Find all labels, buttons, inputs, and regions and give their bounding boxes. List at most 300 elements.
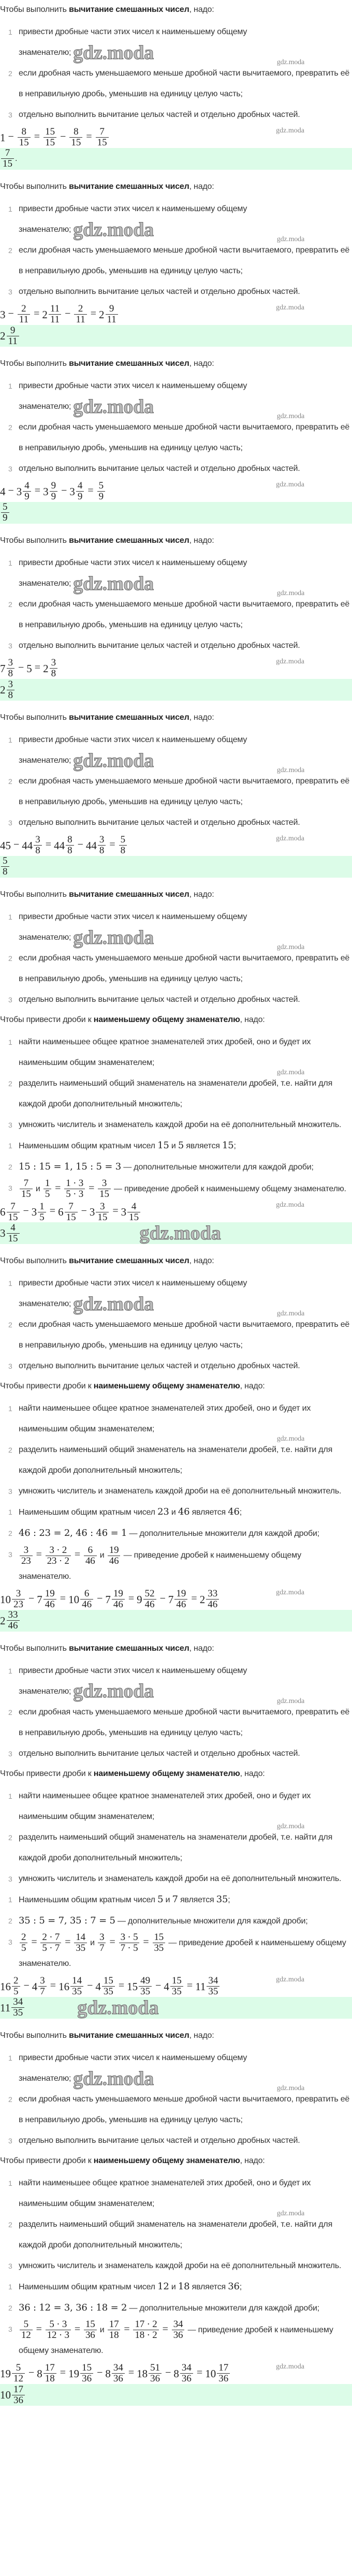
subtraction-rules-item [0, 812, 352, 833]
math-operator: = [45, 839, 52, 850]
step-text: если дробная часть уменьшаемого меньше дробной части вычитаемого, превратить её в неправильную дробь, уменьшив на единицу целую часть; [19, 954, 350, 983]
lcd-solution-steps [0, 1135, 352, 1200]
fraction-numerator: 8 [18, 127, 31, 138]
fraction [70, 1976, 83, 1997]
fraction [80, 1589, 93, 1610]
fraction-denominator: 35 [154, 1942, 164, 1953]
fraction-denominator: 35 [208, 1986, 218, 1997]
step-text: привести дробные части этих чисел к наименьшему общему знаменателю; [19, 558, 247, 588]
step-number: 1 [8, 205, 12, 213]
fraction-denominator: 23 · 2 [47, 1555, 69, 1566]
step-number: 3 [8, 2261, 12, 2270]
fraction-numerator: 19 [174, 1589, 187, 1600]
subtraction-rules-intro-bold: вычитание смешанных чисел [69, 890, 189, 899]
solution-section [0, 1251, 352, 1638]
subtraction-rules-intro-suffix: , надо: [189, 182, 214, 191]
fraction-denominator: 18 · 2 [135, 2330, 157, 2341]
watermark-logo: gdz.moda [276, 835, 304, 842]
step-number: 2 [8, 2095, 12, 2104]
fraction-numerator: 49 [139, 1976, 152, 1987]
lcd-rules-item [0, 1069, 352, 1115]
lcd-rules-intro-bold: наименьшему общему знаменателю [93, 1382, 240, 1391]
step-text: умножить числитель и знаменатель каждой дроби на её дополнительный множитель. [19, 1487, 342, 1496]
solution-section [0, 0, 352, 177]
lcd-rules-item [0, 1481, 352, 1502]
fraction-denominator: 5 · 7 [42, 1942, 60, 1953]
fraction-numerator: 1 [38, 1202, 46, 1212]
subtraction-rules-intro [0, 1639, 352, 1661]
answer-box [0, 2384, 352, 2406]
step-number: 1 [8, 382, 12, 390]
step-text: привести дробные части этих чисел к наименьшему общему знаменателю; [19, 381, 247, 411]
fraction-denominator: 46 [8, 1620, 18, 1632]
math-operator: − [97, 1592, 103, 1604]
fraction-numerator: 3 [34, 835, 42, 846]
solution-step [0, 2319, 352, 2361]
fraction [139, 1976, 152, 1997]
step-number: 3 [8, 1487, 12, 1496]
whole-part: 4 [0, 485, 6, 498]
math-operator: − [8, 131, 14, 142]
fraction-numerator: 2 [74, 304, 86, 315]
step-text: привести дробные части этих чисел к наименьшему общему знаменателю; [19, 1666, 247, 1696]
watermark-logo: gdz.moda [276, 766, 304, 774]
subtraction-rules-item [0, 2048, 352, 2089]
step-text: если дробная часть уменьшаемого меньше дробной части вычитаемого, превратить её в неправильную дробь, уменьшив на единицу целую часть; [19, 600, 350, 629]
fraction-numerator: 34 [207, 1976, 219, 1987]
lcd-rules-intro-bold: наименьшему общему знаменателю [93, 1015, 240, 1024]
math-operator: = [49, 1205, 56, 1217]
whole-part: 7 [37, 1593, 42, 1606]
lcd-solution-steps [0, 1502, 352, 1587]
step-number: 2 [8, 2220, 12, 2229]
step-text: и [97, 1551, 107, 1560]
step-text: если дробная часть уменьшаемого меньше дробной части вычитаемого, превратить её в неправильную дробь, уменьшив на единицу целую часть; [19, 423, 350, 452]
lcd-rules-intro-bold: наименьшему общему знаменателю [93, 1769, 240, 1778]
subtraction-rules-list [0, 1661, 352, 1764]
subtraction-rules-list [0, 1273, 352, 1376]
fraction-denominator: 11 [76, 314, 85, 325]
math-expression: 18 [178, 2281, 190, 2292]
fraction-denominator: 46 [144, 1598, 155, 1610]
step-text: привести дробные части этих чисел к наименьшему общему знаменателю; [19, 2053, 247, 2083]
subtraction-rules-list [0, 199, 352, 302]
math-operator: − [165, 2367, 171, 2379]
step-text: отдельно выполнить вычитание целых частей и отдельно дробных частей. [19, 2136, 300, 2145]
step-number: 2 [8, 2303, 12, 2312]
subtraction-rules-intro [0, 354, 352, 376]
step-text: если дробная часть уменьшаемого меньше дробной части вычитаемого, превратить её в неправильную дробь, уменьшив на единицу целую часть; [19, 777, 350, 806]
fraction [49, 304, 61, 325]
math-operator: = [74, 2323, 80, 2335]
lcd-rules-intro-prefix: Чтобы привести дроби к [0, 1382, 94, 1391]
solution-step [0, 1502, 352, 1523]
fraction-numerator: 2 [18, 304, 30, 315]
fraction-numerator: 1 · 3 [64, 1178, 85, 1189]
fraction [12, 1589, 25, 1610]
solution-section [0, 708, 352, 885]
step-number: 3 [8, 996, 12, 1004]
subtraction-rules-item [0, 989, 352, 1010]
step-text: — приведение дробей к наименьшему общему знаменателю. [111, 1185, 346, 1193]
math-operator: = [34, 308, 40, 319]
fraction-numerator: 19 [112, 1589, 125, 1600]
step-text: и [169, 2282, 178, 2291]
step-number: 3 [8, 1749, 12, 1758]
step-number: 2 [8, 1446, 12, 1455]
solution-section [0, 354, 352, 531]
watermark-logo: gdz.moda [73, 218, 154, 241]
fraction [84, 1545, 97, 1566]
fraction [84, 2319, 97, 2341]
fraction [143, 1589, 156, 1610]
math-operator: = [36, 2323, 42, 2335]
fraction [18, 127, 31, 148]
subtraction-rules-item [0, 235, 352, 282]
subtraction-rules-intro [0, 1251, 352, 1273]
step-text: отдельно выполнить вычитание целых частей и отдельно дробных частей. [19, 287, 300, 296]
fraction-denominator: 35 [171, 1986, 182, 1997]
math-operator: − [81, 1205, 87, 1217]
fraction-numerator: 4 [127, 1202, 140, 1212]
fraction-denominator: 15 [45, 137, 55, 148]
math-expression: 36 : 12 = 3, 36 : 18 = 2 [19, 2302, 127, 2313]
step-number: 3 [8, 1874, 12, 1883]
fraction-numerator: 3 · 2 [46, 1545, 71, 1556]
whole-part: 2 [0, 1614, 6, 1627]
subtraction-rules-item [0, 1661, 352, 1702]
step-text: если дробная часть уменьшаемого меньше дробной части вычитаемого, превратить её в неправильную дробь, уменьшив на единицу целую часть; [19, 1707, 350, 1737]
math-operator: = [186, 1979, 193, 1991]
whole-part: 6 [0, 1206, 6, 1219]
fraction [1, 148, 14, 169]
fraction-denominator: 46 [109, 1555, 119, 1566]
solution-section [0, 2026, 352, 2413]
step-text: если дробная часть уменьшаемого меньше дробной части вычитаемого, превратить её в неправильную дробь, уменьшив на единицу целую часть; [19, 69, 350, 98]
fraction-denominator: 23 [21, 1555, 31, 1566]
fraction-numerator: 7 [1, 148, 14, 159]
fraction-denominator: 5 [45, 1189, 50, 1200]
watermark-logo: gdz.moda [276, 1697, 304, 1705]
fraction-numerator: 52 [143, 1589, 156, 1600]
fraction-denominator: 9 [77, 491, 83, 502]
whole-part: 4 [164, 1980, 169, 1993]
fraction [43, 127, 56, 148]
subtraction-rules-item [0, 105, 352, 125]
lcd-rules-item [0, 1032, 352, 1073]
step-text: найти наименьшее общее кратное знаменателей этих дробей, оно и будет их наименьшим общим знаменателем; [19, 1404, 311, 1434]
fraction [7, 325, 19, 347]
fraction-denominator: 36 [173, 2330, 183, 2341]
subtraction-rules-list [0, 730, 352, 833]
whole-part: 44 [22, 839, 33, 852]
subtraction-rules-intro-bold: вычитание смешанных чисел [69, 5, 189, 14]
watermark-logo: gdz.moda [276, 235, 304, 243]
fraction-numerator: 17 [43, 2363, 56, 2374]
whole-part: 2 [199, 1593, 206, 1606]
fraction-denominator: 35 [76, 1942, 85, 1953]
step-text: Наименьшим общим кратным чисел [19, 1142, 158, 1150]
fraction-numerator: 3 · 5 [119, 1932, 140, 1943]
fraction-numerator: 3 [20, 1545, 33, 1556]
step-number: 3 [8, 1121, 12, 1129]
fraction-denominator: 8 [8, 668, 13, 679]
step-number: 3 [8, 465, 12, 473]
fraction-denominator: 36 [150, 2373, 160, 2385]
fraction [112, 1589, 125, 1610]
step-text: и [169, 1142, 178, 1150]
fraction-denominator: 5 [13, 1986, 19, 1997]
solution-step [0, 1544, 352, 1587]
solution-step [0, 1135, 352, 1157]
whole-part: 15 [127, 1980, 138, 1993]
watermark-logo: gdz.moda [73, 41, 154, 64]
solution-step [0, 2276, 352, 2298]
math-operator: = [128, 2367, 135, 2379]
step-text: отдельно выполнить вычитание целых частей и отдельно дробных частей. [19, 995, 300, 1004]
fraction-numerator: 15 [84, 2319, 97, 2330]
subtraction-rules-intro-suffix: , надо: [189, 890, 214, 899]
lcd-rules-list [0, 1032, 352, 1135]
whole-part: 16 [0, 1980, 11, 1993]
fraction [206, 1589, 219, 1610]
math-operator: = [109, 839, 115, 850]
subtraction-rules-list [0, 2048, 352, 2151]
punctuation: . [15, 154, 18, 163]
fraction-denominator: 15 [71, 137, 81, 148]
whole-part: 10 [0, 2389, 11, 2402]
subtraction-rules-intro-prefix: Чтобы выполнить [0, 182, 69, 191]
fraction [108, 2319, 121, 2341]
step-text: отдельно выполнить вычитание целых частей и отдельно дробных частей. [19, 110, 300, 119]
math-operator: = [65, 1936, 71, 1948]
lcd-rules-intro [0, 2151, 352, 2173]
subtraction-rules-intro-prefix: Чтобы выполнить [0, 5, 69, 14]
math-operator: = [128, 1592, 135, 1604]
whole-part: 4 [95, 1980, 101, 1993]
fraction-numerator: 9 [106, 304, 118, 315]
lcd-rules-item [0, 1822, 352, 1869]
fraction [119, 835, 127, 856]
fraction-numerator: 34 [172, 2319, 185, 2330]
watermark-logo: gdz.moda [73, 1680, 154, 1702]
fraction-denominator: 8 [51, 668, 56, 679]
fraction-numerator: 3 [98, 1178, 111, 1189]
fraction-denominator: 35 [103, 1986, 113, 1997]
fraction-numerator: 8 [69, 127, 82, 138]
fraction-numerator: 5 [1, 502, 9, 513]
fraction [76, 481, 84, 502]
lcd-rules-intro [0, 1010, 352, 1032]
fraction [217, 2363, 230, 2384]
lcd-rules-intro-prefix: Чтобы привести дроби к [0, 2156, 94, 2165]
whole-part: 3 [16, 485, 22, 498]
watermark-logo: gdz.moda [276, 412, 304, 420]
fraction-numerator: 14 [70, 1976, 83, 1987]
whole-part: 11 [195, 1980, 206, 1993]
step-text: ; [233, 1142, 236, 1150]
math-operator: = [60, 1592, 66, 1604]
math-expression: 46 [228, 1506, 240, 1518]
whole-part: 45 [0, 839, 11, 852]
fraction-denominator: 36 [218, 2373, 229, 2385]
fraction-denominator: 35 [140, 1986, 151, 1997]
fraction [46, 2319, 71, 2341]
fraction-numerator: 15 [102, 1976, 115, 1987]
fraction-denominator: 15 [129, 1211, 139, 1223]
math-operator: − [8, 308, 14, 319]
subtraction-rules-list [0, 376, 352, 479]
subtraction-rules-item [0, 1743, 352, 1764]
watermark-logo: gdz.moda [73, 749, 154, 772]
fraction-denominator: 12 [21, 2330, 31, 2341]
watermark-logo: gdz.moda [276, 1069, 304, 1076]
math-operator: = [31, 1936, 37, 1948]
subtraction-rules-intro-bold: вычитание смешанных чисел [69, 536, 189, 545]
step-number: 1 [8, 1279, 12, 1288]
watermark-logo: gdz.moda [276, 304, 304, 312]
fraction-denominator: 15 [66, 1211, 76, 1223]
watermark-logo: gdz.moda [276, 1588, 304, 1596]
subtraction-rules-intro-suffix: , надо: [189, 536, 214, 545]
subtraction-rules-item [0, 282, 352, 302]
step-number: 1 [8, 559, 12, 567]
watermark-logo: gdz.moda [73, 572, 154, 595]
fraction-numerator: 7 [7, 1202, 20, 1212]
equation [0, 1974, 352, 1997]
step-number: 1 [8, 736, 12, 744]
solution-section [0, 1639, 352, 2026]
watermark-logo: gdz.moda [276, 589, 304, 597]
subtraction-rules-intro [0, 2026, 352, 2048]
fraction [43, 1589, 56, 1610]
fraction [40, 1932, 61, 1953]
math-operator: = [143, 1936, 149, 1948]
step-text: — дополнительные множители для каждой дроби; [115, 1916, 308, 1926]
fraction-numerator: 11 [49, 304, 61, 315]
fraction-denominator: 15 [21, 1189, 31, 1200]
subtraction-rules-intro-prefix: Чтобы выполнить [0, 359, 69, 368]
math-operator: = [86, 131, 92, 142]
math-operator: = [87, 485, 94, 496]
fraction [149, 2363, 162, 2384]
fraction-numerator: 2 [20, 1932, 27, 1943]
step-text: и [33, 1185, 42, 1193]
math-operator: − [23, 1205, 29, 1217]
fraction-numerator: 34 [11, 1997, 24, 2008]
lcd-rules-item [0, 2209, 352, 2256]
fraction [153, 1932, 166, 1953]
subtraction-rules-intro-bold: вычитание смешанных чисел [69, 2031, 189, 2040]
fraction-numerator: 5 [12, 2363, 25, 2374]
fraction-numerator: 3 [7, 679, 15, 690]
watermark-logo: gdz.moda [73, 2067, 154, 2090]
math-expression: 23 [157, 1506, 169, 1518]
whole-part: 3 [43, 485, 49, 498]
math-operator: = [55, 1182, 61, 1194]
whole-part: 2 [0, 684, 6, 696]
fraction [7, 1223, 20, 1244]
step-text: отдельно выполнить вычитание целых частей и отдельно дробных частей. [19, 1361, 300, 1371]
lcd-solution-steps [0, 2276, 352, 2361]
subtraction-rules-item [0, 458, 352, 479]
answer-box [0, 502, 352, 524]
subtraction-rules-intro-bold: вычитание смешанных чисел [69, 1644, 189, 1653]
watermark-logo: gdz.moda [276, 1310, 304, 1318]
fraction-denominator: 8 [120, 845, 126, 856]
fraction-denominator: 12 · 3 [47, 2330, 69, 2341]
step-number: 1 [8, 2179, 12, 2187]
lcd-rules-item [0, 1398, 352, 1440]
fraction-denominator: 7 · 5 [120, 1942, 138, 1953]
fraction [207, 1976, 219, 1997]
step-text: привести дробные части этих чисел к наименьшему общему знаменателю; [19, 1279, 247, 1309]
subtraction-rules-item [0, 2130, 352, 2151]
math-operator: − [159, 1592, 166, 1604]
whole-part: 10 [68, 1593, 80, 1606]
watermark-logo: gdz.moda [276, 658, 304, 665]
subtraction-rules-item [0, 1697, 352, 1743]
fraction-denominator: 9 [24, 491, 30, 502]
subtraction-rules-intro-prefix: Чтобы выполнить [0, 713, 69, 722]
whole-part: 3 [69, 485, 75, 498]
step-text: найти наименьшее общее кратное знаменателей этих дробей, оно и будет их наименьшим общим знаменателем; [19, 2178, 311, 2208]
math-operator: − [28, 2367, 35, 2379]
fraction [97, 481, 106, 502]
solution-step [0, 1932, 352, 1974]
fraction [133, 2319, 158, 2341]
whole-part: 3 [0, 308, 6, 321]
math-operator: = [50, 1979, 56, 1991]
step-number: 1 [8, 2282, 12, 2291]
fraction [43, 2363, 56, 2384]
step-number: 1 [8, 1895, 12, 1904]
whole-part: 7 [168, 1593, 174, 1606]
fraction-denominator: 5 [21, 1942, 26, 1953]
fraction-denominator: 18 [109, 2330, 119, 2341]
fraction-denominator: 15 [8, 1211, 18, 1223]
answer-box [0, 1997, 352, 2019]
fraction-denominator: 46 [208, 1598, 218, 1610]
fraction [80, 2363, 93, 2384]
fraction-numerator: 19 [108, 1545, 121, 1556]
fraction-denominator: 15 [99, 1189, 109, 1200]
step-text: и [97, 2325, 107, 2334]
whole-part: 3 [121, 1206, 127, 1219]
step-text: отдельно выполнить вычитание целых частей и отдельно дробных частей. [19, 1749, 300, 1758]
whole-part: 19 [68, 2367, 80, 2380]
solution-step [0, 1157, 352, 1178]
fraction [12, 1976, 20, 1997]
fraction [64, 1178, 85, 1200]
step-text: и [87, 1938, 97, 1947]
watermark-logo: gdz.moda [276, 1822, 304, 1830]
fraction-numerator: 19 [43, 1589, 56, 1600]
step-text: является [178, 1895, 216, 1904]
fraction-numerator: 4 [23, 481, 31, 492]
subtraction-rules-intro [0, 0, 352, 22]
step-text: привести дробные части этих чисел к наименьшему общему знаменателю; [19, 27, 247, 57]
step-text: отдельно выполнить вычитание целых частей и отдельно дробных частей. [19, 818, 300, 827]
step-text: Наименьшим общим кратным чисел [19, 2282, 158, 2291]
subtraction-rules-intro-suffix: , надо: [189, 2031, 214, 2040]
step-text: ; [239, 1508, 242, 1517]
watermark-logo: gdz.moda [276, 1975, 304, 1983]
fraction-numerator: 6 [80, 1589, 93, 1600]
math-expression: 5 [157, 1893, 164, 1905]
fraction-numerator: 2 · 7 [40, 1932, 61, 1943]
step-number: 2 [8, 1529, 12, 1538]
